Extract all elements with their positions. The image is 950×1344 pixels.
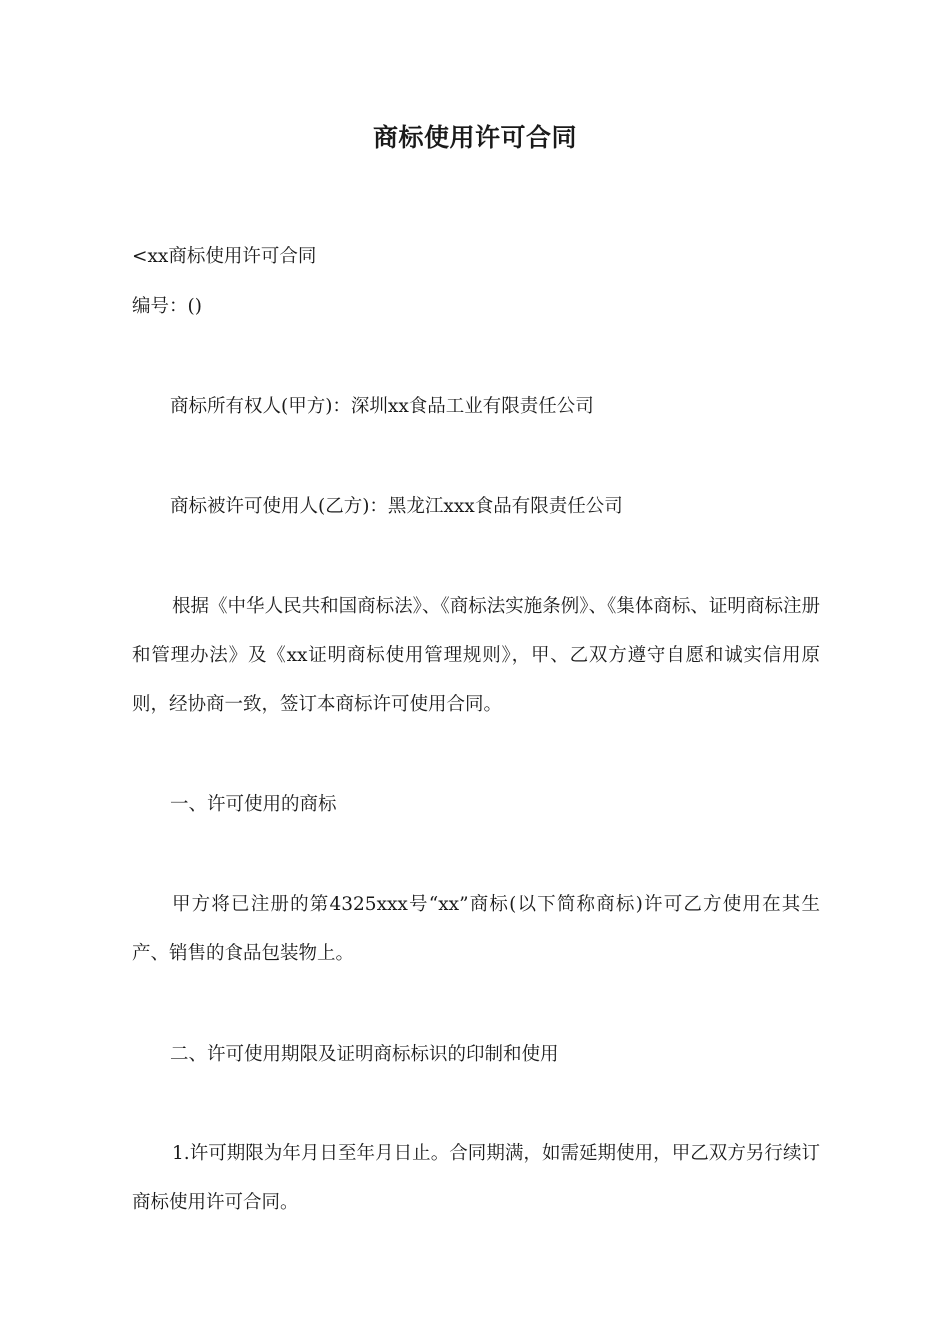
document-title: 商标使用许可合同 <box>372 123 577 152</box>
preamble-paragraph: 根据《中华人民共和国商标法》、《商标法实施条例》、《集体商标、证明商标注册和管理办法》及《xx证明商标使用管理规则》，甲、乙双方遵守自愿和诚实信用原则，经协商一致，签订本商标许可使用合同。 <box>132 596 820 715</box>
section-2-item-1: 1.许可期限为年月日至年月日止。合同期满，如需延期使用，甲乙双方另行续订商标使用许可合同。 <box>132 1143 820 1213</box>
licensee-line: 商标被许可使用人(乙方)：黑龙江xxx食品有限责任公司 <box>170 496 623 517</box>
contract-header-line: <xx商标使用许可合同 <box>132 246 317 267</box>
licensor-line: 商标所有权人(甲方)：深圳xx食品工业有限责任公司 <box>170 396 594 417</box>
section-1-body: 甲方将已注册的第4325xxx号“xx”商标(以下简称商标)许可乙方使用在其生产、销售的食品包装物上。 <box>132 894 820 964</box>
section-1-heading: 一、许可使用的商标 <box>170 794 337 815</box>
contract-number-line: 编号：() <box>132 296 202 317</box>
section-2-heading: 二、许可使用期限及证明商标标识的印制和使用 <box>170 1044 559 1065</box>
